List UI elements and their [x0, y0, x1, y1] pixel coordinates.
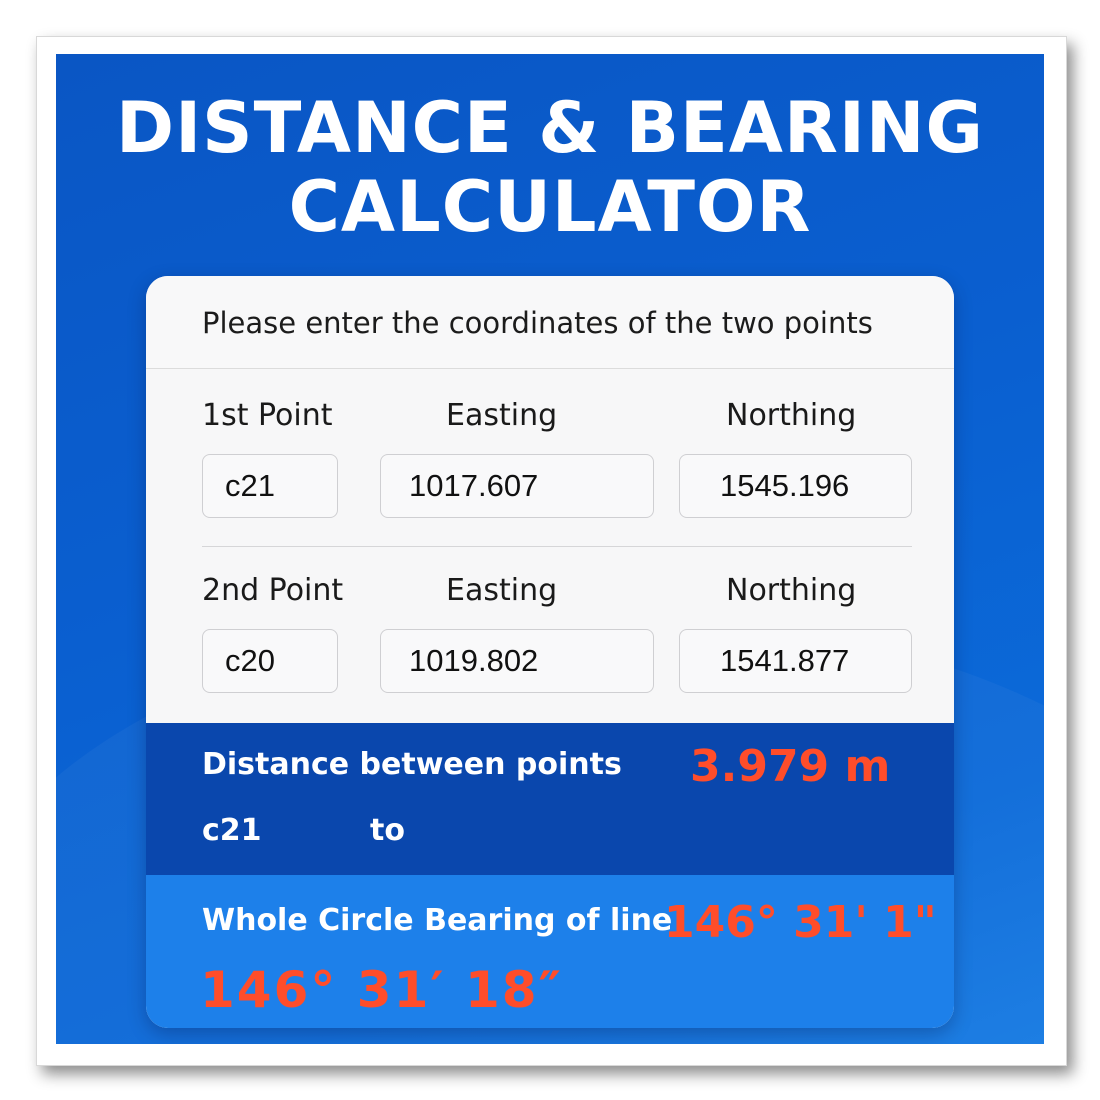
point2-label: 2nd Point [202, 573, 344, 608]
point2-name-input[interactable]: c20 [202, 629, 338, 693]
page-title-line2: CALCULATOR [288, 166, 812, 248]
instructions-row [146, 276, 954, 369]
point2-northing-input[interactable]: 1541.877 [679, 629, 912, 693]
point1-name-input[interactable]: c21 [202, 454, 338, 518]
point2-easting-label: Easting [446, 573, 558, 608]
distance-label: Distance between points [202, 747, 622, 782]
instructions-text: Please enter the coordinates of the two points [202, 306, 873, 340]
bearing-value-small: 146° 31' 1" [664, 897, 937, 948]
calculator-card [146, 276, 954, 1028]
bearing-label: Whole Circle Bearing of line [202, 903, 673, 938]
page-title-line1: DISTANCE & BEARING [116, 87, 984, 169]
point1-easting-input[interactable]: 1017.607 [380, 454, 654, 518]
distance-panel [146, 723, 954, 875]
points-divider [202, 546, 912, 547]
distance-value: 3.979 m [690, 741, 891, 792]
point1-northing-input[interactable]: 1545.196 [679, 454, 912, 518]
bearing-panel [146, 875, 954, 1028]
point1-label: 1st Point [202, 398, 333, 433]
distance-to-word: to [370, 813, 405, 848]
bearing-value-large: 146° 31′ 18″ [200, 961, 563, 1019]
point2-northing-label: Northing [726, 573, 857, 608]
app-background [56, 54, 1044, 1044]
point2-easting-input[interactable]: 1019.802 [380, 629, 654, 693]
distance-from-point: c21 [202, 813, 262, 848]
point1-easting-label: Easting [446, 398, 558, 433]
point1-northing-label: Northing [726, 398, 857, 433]
